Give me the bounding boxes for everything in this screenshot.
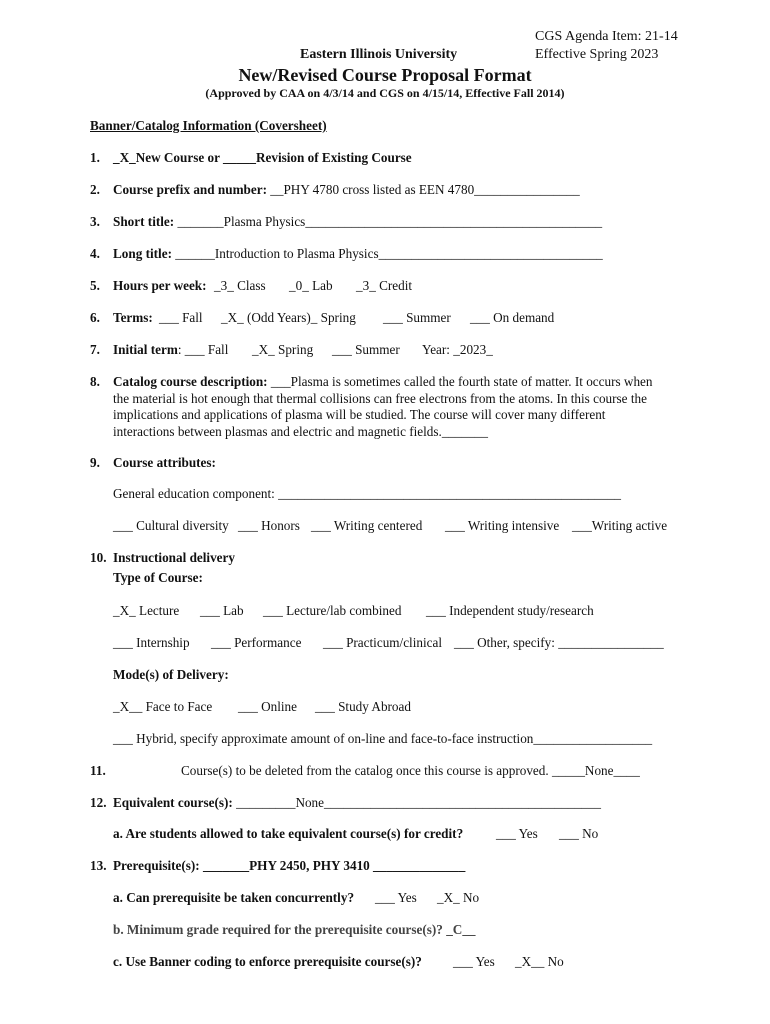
mode-study-abroad: ___ Study Abroad [315, 699, 411, 714]
attr-writing-intensive: ___ Writing intensive [445, 518, 560, 533]
item-number: 6. [90, 310, 100, 325]
type-performance: ___ Performance [211, 635, 302, 650]
item-number: 5. [90, 278, 100, 293]
item-12 [113, 795, 601, 811]
type-independent: ___ Independent study/research [426, 603, 594, 618]
item-3 [113, 214, 602, 230]
item-11-text: Course(s) to be deleted from the catalog once this course is approved. _____None____ [181, 763, 640, 778]
term-summer: ___ Summer [383, 310, 451, 325]
item-number: 3. [90, 214, 100, 229]
mode-face-to-face: _X__ Face to Face [113, 699, 213, 714]
modes-label: Mode(s) of Delivery: [113, 667, 229, 682]
item-number: 2. [90, 182, 100, 197]
item-number: 10. [90, 550, 107, 565]
item-3-value: _______Plasma Physics_____________________________________________ [174, 214, 603, 229]
item-5-label: Hours per week: [113, 278, 207, 293]
catalog-description: ___Plasma is sometimes called the fourth state of matter. It occurs when the material is hot enough that thermal collisions can free electrons from the atoms. In this course the implications and applications of plasma will be studied. The course will cover many different interactions between plasmas and electric and magnetic fields._______ [113, 374, 653, 439]
attr-honors: ___ Honors [238, 518, 300, 533]
term-on-demand: ___ On demand [470, 310, 555, 325]
gen-ed-component: General education component: ____________________________________________________ [113, 486, 622, 501]
type-lecture: _X_ Lecture [113, 603, 180, 618]
banner-yes: ___ Yes [453, 954, 495, 969]
banner-no: _X__ No [515, 954, 564, 969]
item-4-label: Long title: [113, 246, 172, 261]
item-4-value: ______Introduction to Plasma Physics__________________________________ [171, 246, 603, 261]
hours-class: _3_ Class [214, 278, 266, 293]
item-number: 9. [90, 455, 100, 470]
minimum-grade-question: b. Minimum grade required for the prerequisite course(s)? _C__ [113, 922, 476, 937]
university-name: Eastern Illinois University [300, 47, 458, 62]
hours-credit: _3_ Credit [356, 278, 413, 293]
item-9-label: Course attributes: [113, 455, 216, 470]
item-2 [113, 182, 580, 198]
item-number: 7. [90, 342, 100, 357]
hours-lab: _0_ Lab [289, 278, 333, 293]
item-number: 12. [90, 795, 107, 810]
item-4 [113, 246, 603, 262]
initial-year: Year: _2023_ [422, 342, 493, 357]
agenda-item: CGS Agenda Item: 21-14 [535, 29, 678, 44]
type-lab: ___ Lab [200, 603, 244, 618]
approval-note: (Approved by CAA on 4/3/14 and CGS on 4/15/14, Effective Fall 2014) [205, 86, 565, 100]
item-7-label: Initial term [113, 342, 178, 357]
item-8-label: Catalog course description: [113, 374, 268, 389]
type-internship: ___ Internship [113, 635, 190, 650]
mode-online: ___ Online [238, 699, 297, 714]
item-8 [113, 374, 658, 440]
effective-date: Effective Spring 2023 [535, 47, 659, 62]
item-12-label: Equivalent course(s): [113, 795, 233, 810]
attr-writing-active: ___Writing active [572, 518, 668, 533]
item-7 [113, 342, 228, 358]
attr-writing-centered: ___ Writing centered [311, 518, 423, 533]
equivalent-no: ___ No [559, 826, 599, 841]
item-10-label: Instructional delivery [113, 550, 235, 565]
item-number: 13. [90, 858, 107, 873]
section-heading: Banner/Catalog Information (Coversheet) [90, 118, 327, 133]
item-3-label: Short title: [113, 214, 175, 229]
concurrent-yes: ___ Yes [375, 890, 417, 905]
type-lecture-lab: ___ Lecture/lab combined [263, 603, 402, 618]
item-number: 8. [90, 374, 100, 389]
term-fall: ___ Fall [159, 310, 203, 325]
prerequisites: Prerequisite(s): _______PHY 2450, PHY 3410 ______________ [113, 858, 466, 873]
equivalent-courses: _________None__________________________________________ [232, 795, 601, 810]
item-number: 1. [90, 150, 100, 165]
equivalent-credit-question: a. Are students allowed to take equivalent course(s) for credit? [113, 826, 464, 841]
mode-hybrid: ___ Hybrid, specify approximate amount of on-line and face-to-face instruction__________________ [113, 731, 653, 746]
attr-cultural-diversity: ___ Cultural diversity [113, 518, 229, 533]
page-title: New/Revised Course Proposal Format [238, 65, 532, 85]
banner-coding-question: c. Use Banner coding to enforce prerequisite course(s)? [113, 954, 422, 969]
item-number: 4. [90, 246, 100, 261]
concurrent-no: _X_ No [437, 890, 480, 905]
type-other: ___ Other, specify: ________________ [454, 635, 664, 650]
type-practicum: ___ Practicum/clinical [323, 635, 443, 650]
item-number: 11. [90, 763, 106, 778]
initial-fall: : ___ Fall [177, 342, 229, 357]
initial-summer: ___ Summer [332, 342, 400, 357]
item-1-text: _X_New Course or _____Revision of Existing Course [113, 150, 412, 165]
concurrent-question: a. Can prerequisite be taken concurrently? [113, 890, 355, 905]
equivalent-yes: ___ Yes [496, 826, 538, 841]
item-2-value: __PHY 4780 cross listed as EEN 4780________________ [266, 182, 580, 197]
initial-spring: _X_ Spring [252, 342, 314, 357]
item-6-label: Terms: [113, 310, 153, 325]
item-2-label: Course prefix and number: [113, 182, 267, 197]
type-of-course-label: Type of Course: [113, 570, 203, 585]
term-spring: _X_ (Odd Years)_ Spring [221, 310, 356, 325]
